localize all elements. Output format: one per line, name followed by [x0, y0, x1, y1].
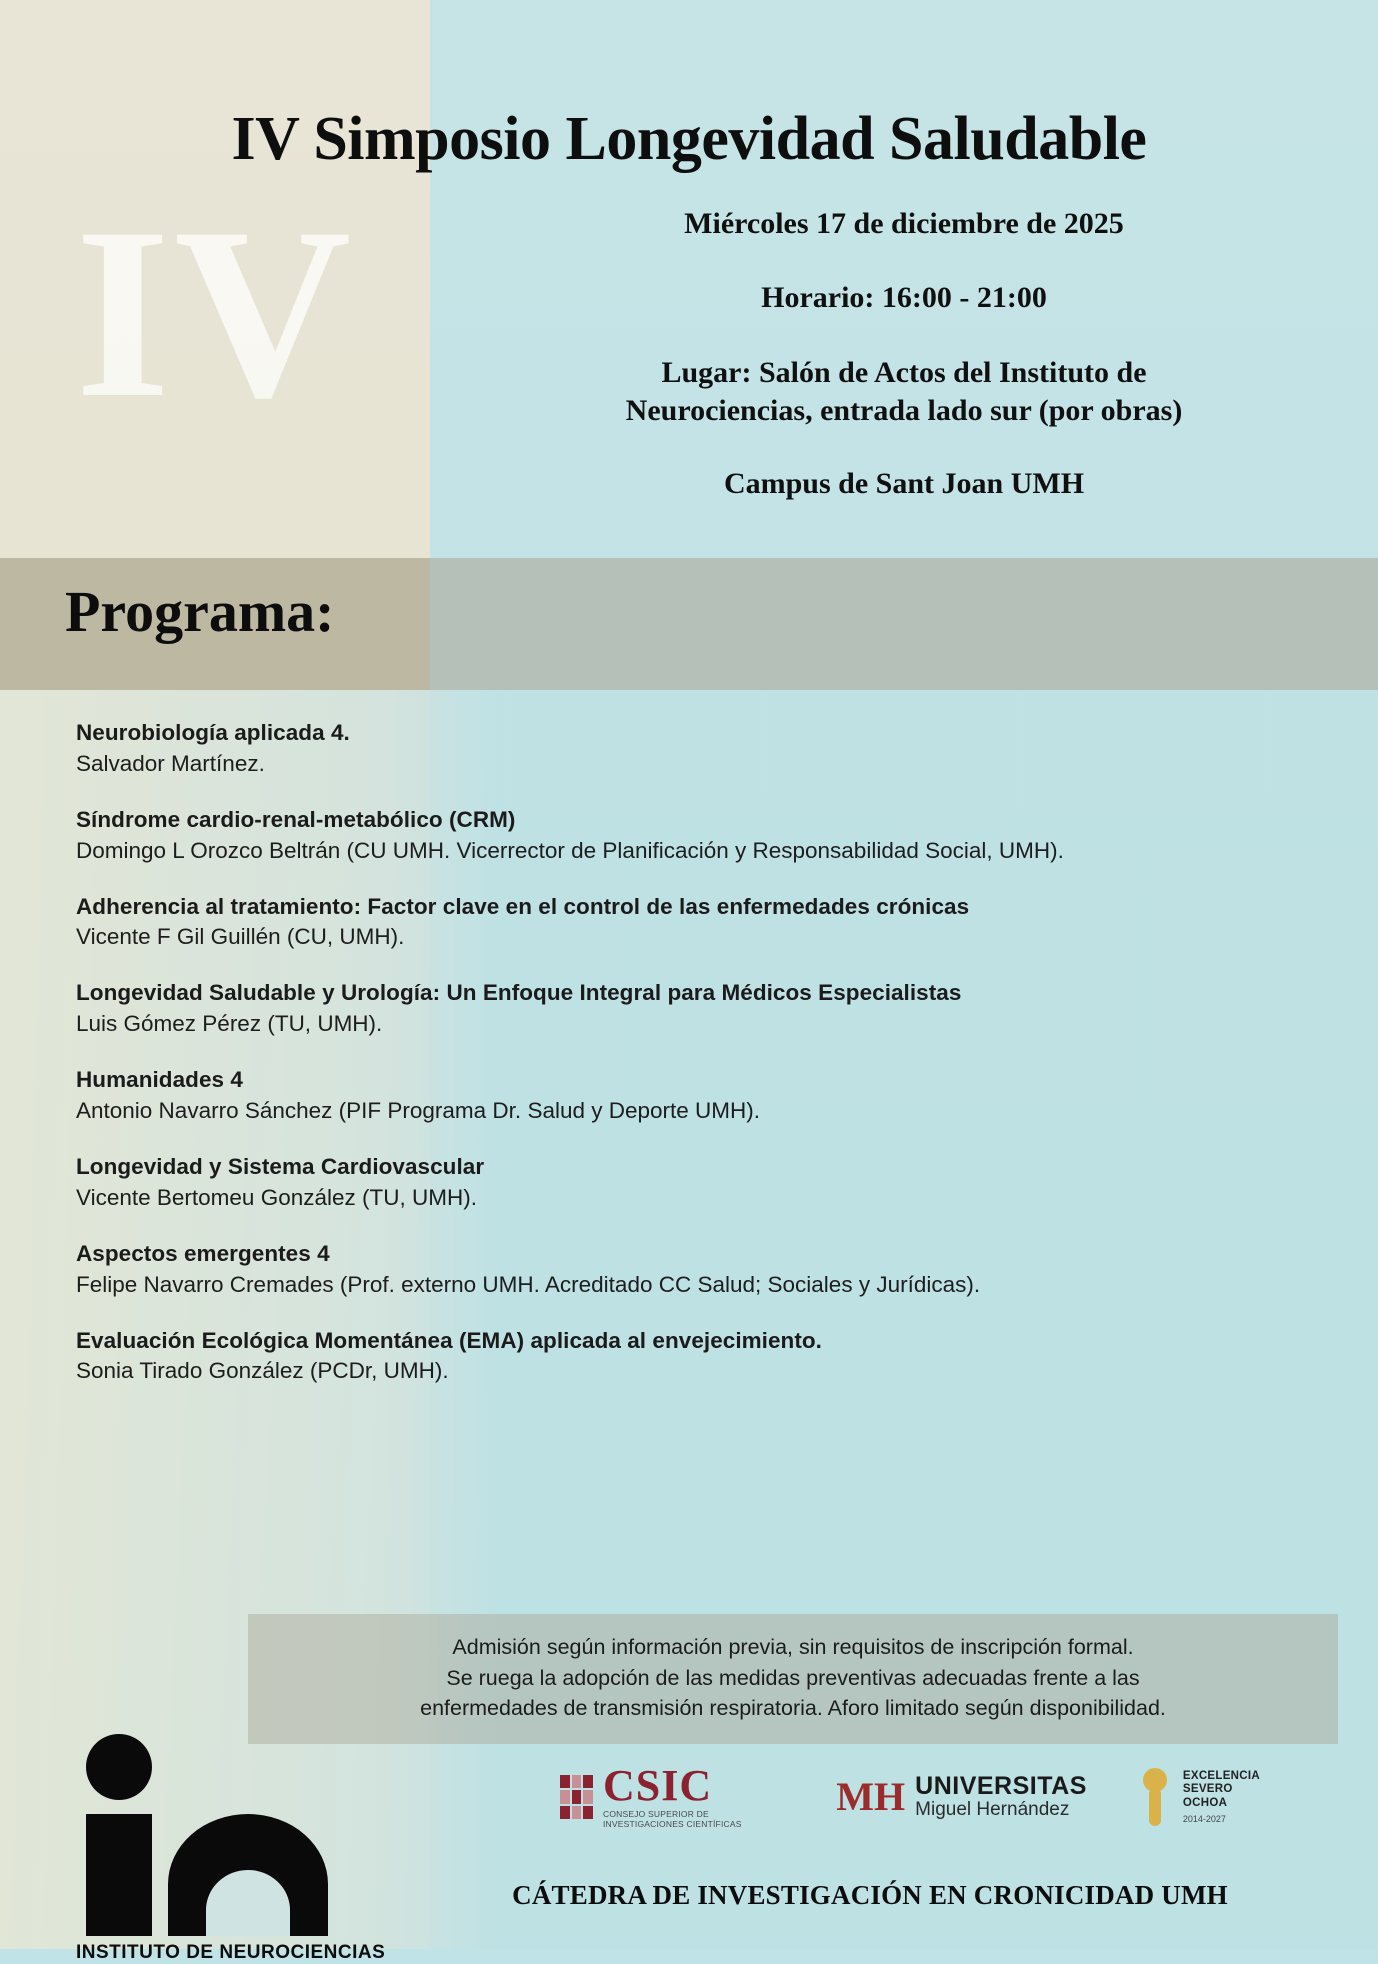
umh-line-2: Miguel Hernández	[915, 1798, 1070, 1820]
program-list	[76, 718, 1306, 1413]
program-item-speaker: Felipe Navarro Cremades (Prof. externo UMH. Acreditado CC Salud; Sociales y Jurídicas).	[76, 1271, 981, 1297]
footer	[0, 1730, 1378, 1963]
severo-line-2: SEVERO	[1182, 1783, 1233, 1796]
event-schedule: Horario: 16:00 - 21:00	[761, 281, 1047, 315]
notice-line-3: enfermedades de transmisión respiratoria. Aforo limitado según disponibilidad.	[420, 1696, 1166, 1721]
list-item	[76, 718, 1306, 779]
severo-ochoa-logo	[1135, 1768, 1260, 1826]
list-item	[76, 1065, 1306, 1126]
program-item-title: Longevidad Saludable y Urología: Un Enfoque Integral para Médicos Especialistas	[76, 980, 962, 1006]
page-title: IV Simposio Longevidad Saludable	[231, 104, 1147, 173]
logo-stem-icon	[86, 1814, 152, 1936]
program-item-speaker: Domingo L Orozco Beltrán (CU UMH. Vicerrector de Planificación y Responsabilidad Social, UMH).	[76, 837, 1064, 863]
list-item	[76, 805, 1306, 866]
list-item	[76, 892, 1306, 953]
logo-dot-icon	[86, 1734, 152, 1800]
event-date: Miércoles 17 de diciembre de 2025	[684, 207, 1124, 240]
program-item-speaker: Luis Gómez Pérez (TU, UMH).	[76, 1011, 383, 1037]
list-item	[76, 1326, 1306, 1387]
program-item-title: Adherencia al tratamiento: Factor clave en el control de las enfermedades crónicas	[76, 893, 970, 919]
program-item-title: Síndrome cardio-renal-metabólico (CRM)	[76, 806, 516, 832]
program-item-title: Aspectos emergentes 4	[76, 1240, 330, 1266]
list-item	[76, 978, 1306, 1039]
csic-name: CSIC	[603, 1760, 713, 1810]
event-venue-line2: Neurociencias, entrada lado sur (por obras)	[625, 394, 1183, 428]
program-item-speaker: Antonio Navarro Sánchez (PIF Programa Dr. Salud y Deporte UMH).	[76, 1098, 761, 1123]
severo-line-1: EXCELENCIA	[1182, 1769, 1260, 1782]
catedra-line: CÁTEDRA DE INVESTIGACIÓN EN CRONICIDAD UMH	[512, 1880, 1228, 1910]
program-item-speaker: Vicente F Gil Guillén (CU, UMH).	[76, 924, 405, 950]
instituto-neurociencias-logo	[72, 1730, 402, 1963]
sponsor-logos	[560, 1742, 1260, 1852]
csic-logo	[560, 1760, 788, 1830]
program-item-title: Longevidad y Sistema Cardiovascular	[76, 1154, 485, 1180]
umh-logo	[836, 1773, 1087, 1820]
event-venue	[430, 354, 1378, 431]
event-venue-line1: Lugar: Salón de Actos del Instituto de	[661, 355, 1147, 389]
severo-line-3: OCHOA	[1182, 1796, 1228, 1809]
event-campus: Campus de Sant Joan UMH	[723, 466, 1085, 500]
program-item-speaker: Salvador Martínez.	[76, 750, 265, 776]
instituto-caption: INSTITUTO DE NEUROCIENCIAS	[76, 1942, 386, 1963]
umh-monogram-icon: MH	[836, 1773, 906, 1819]
watermark-numeral: IV	[75, 177, 356, 448]
umh-line-1: UNIVERSITAS	[915, 1772, 1087, 1801]
programa-heading: Programa:	[65, 579, 335, 644]
notice-line-2: Se ruega la adopción de las medidas preventivas adecuadas frente a las	[446, 1665, 1140, 1690]
notice-box	[248, 1614, 1338, 1744]
csic-grid-icon	[560, 1775, 593, 1819]
notice-line-1: Admisión según información previa, sin requisitos de inscripción formal.	[452, 1635, 1134, 1659]
program-item-title: Neurobiología aplicada 4.	[76, 720, 350, 745]
event-details	[430, 205, 1378, 539]
csic-subtitle: CONSEJO SUPERIOR DE INVESTIGACIONES CIENTÍFICAS	[603, 1809, 742, 1830]
severo-ochoa-figure-icon	[1135, 1768, 1175, 1826]
list-item	[76, 1239, 1306, 1300]
program-item-title: Evaluación Ecológica Momentánea (EMA) aplicada al envejecimiento.	[76, 1327, 822, 1353]
list-item	[76, 1152, 1306, 1213]
program-item-speaker: Sonia Tirado González (PCDr, UMH).	[76, 1358, 449, 1384]
program-item-speaker: Vicente Bertomeu González (TU, UMH).	[76, 1184, 477, 1210]
severo-years: 2014-2027	[1182, 1814, 1226, 1825]
program-item-title: Humanidades 4	[76, 1067, 243, 1093]
